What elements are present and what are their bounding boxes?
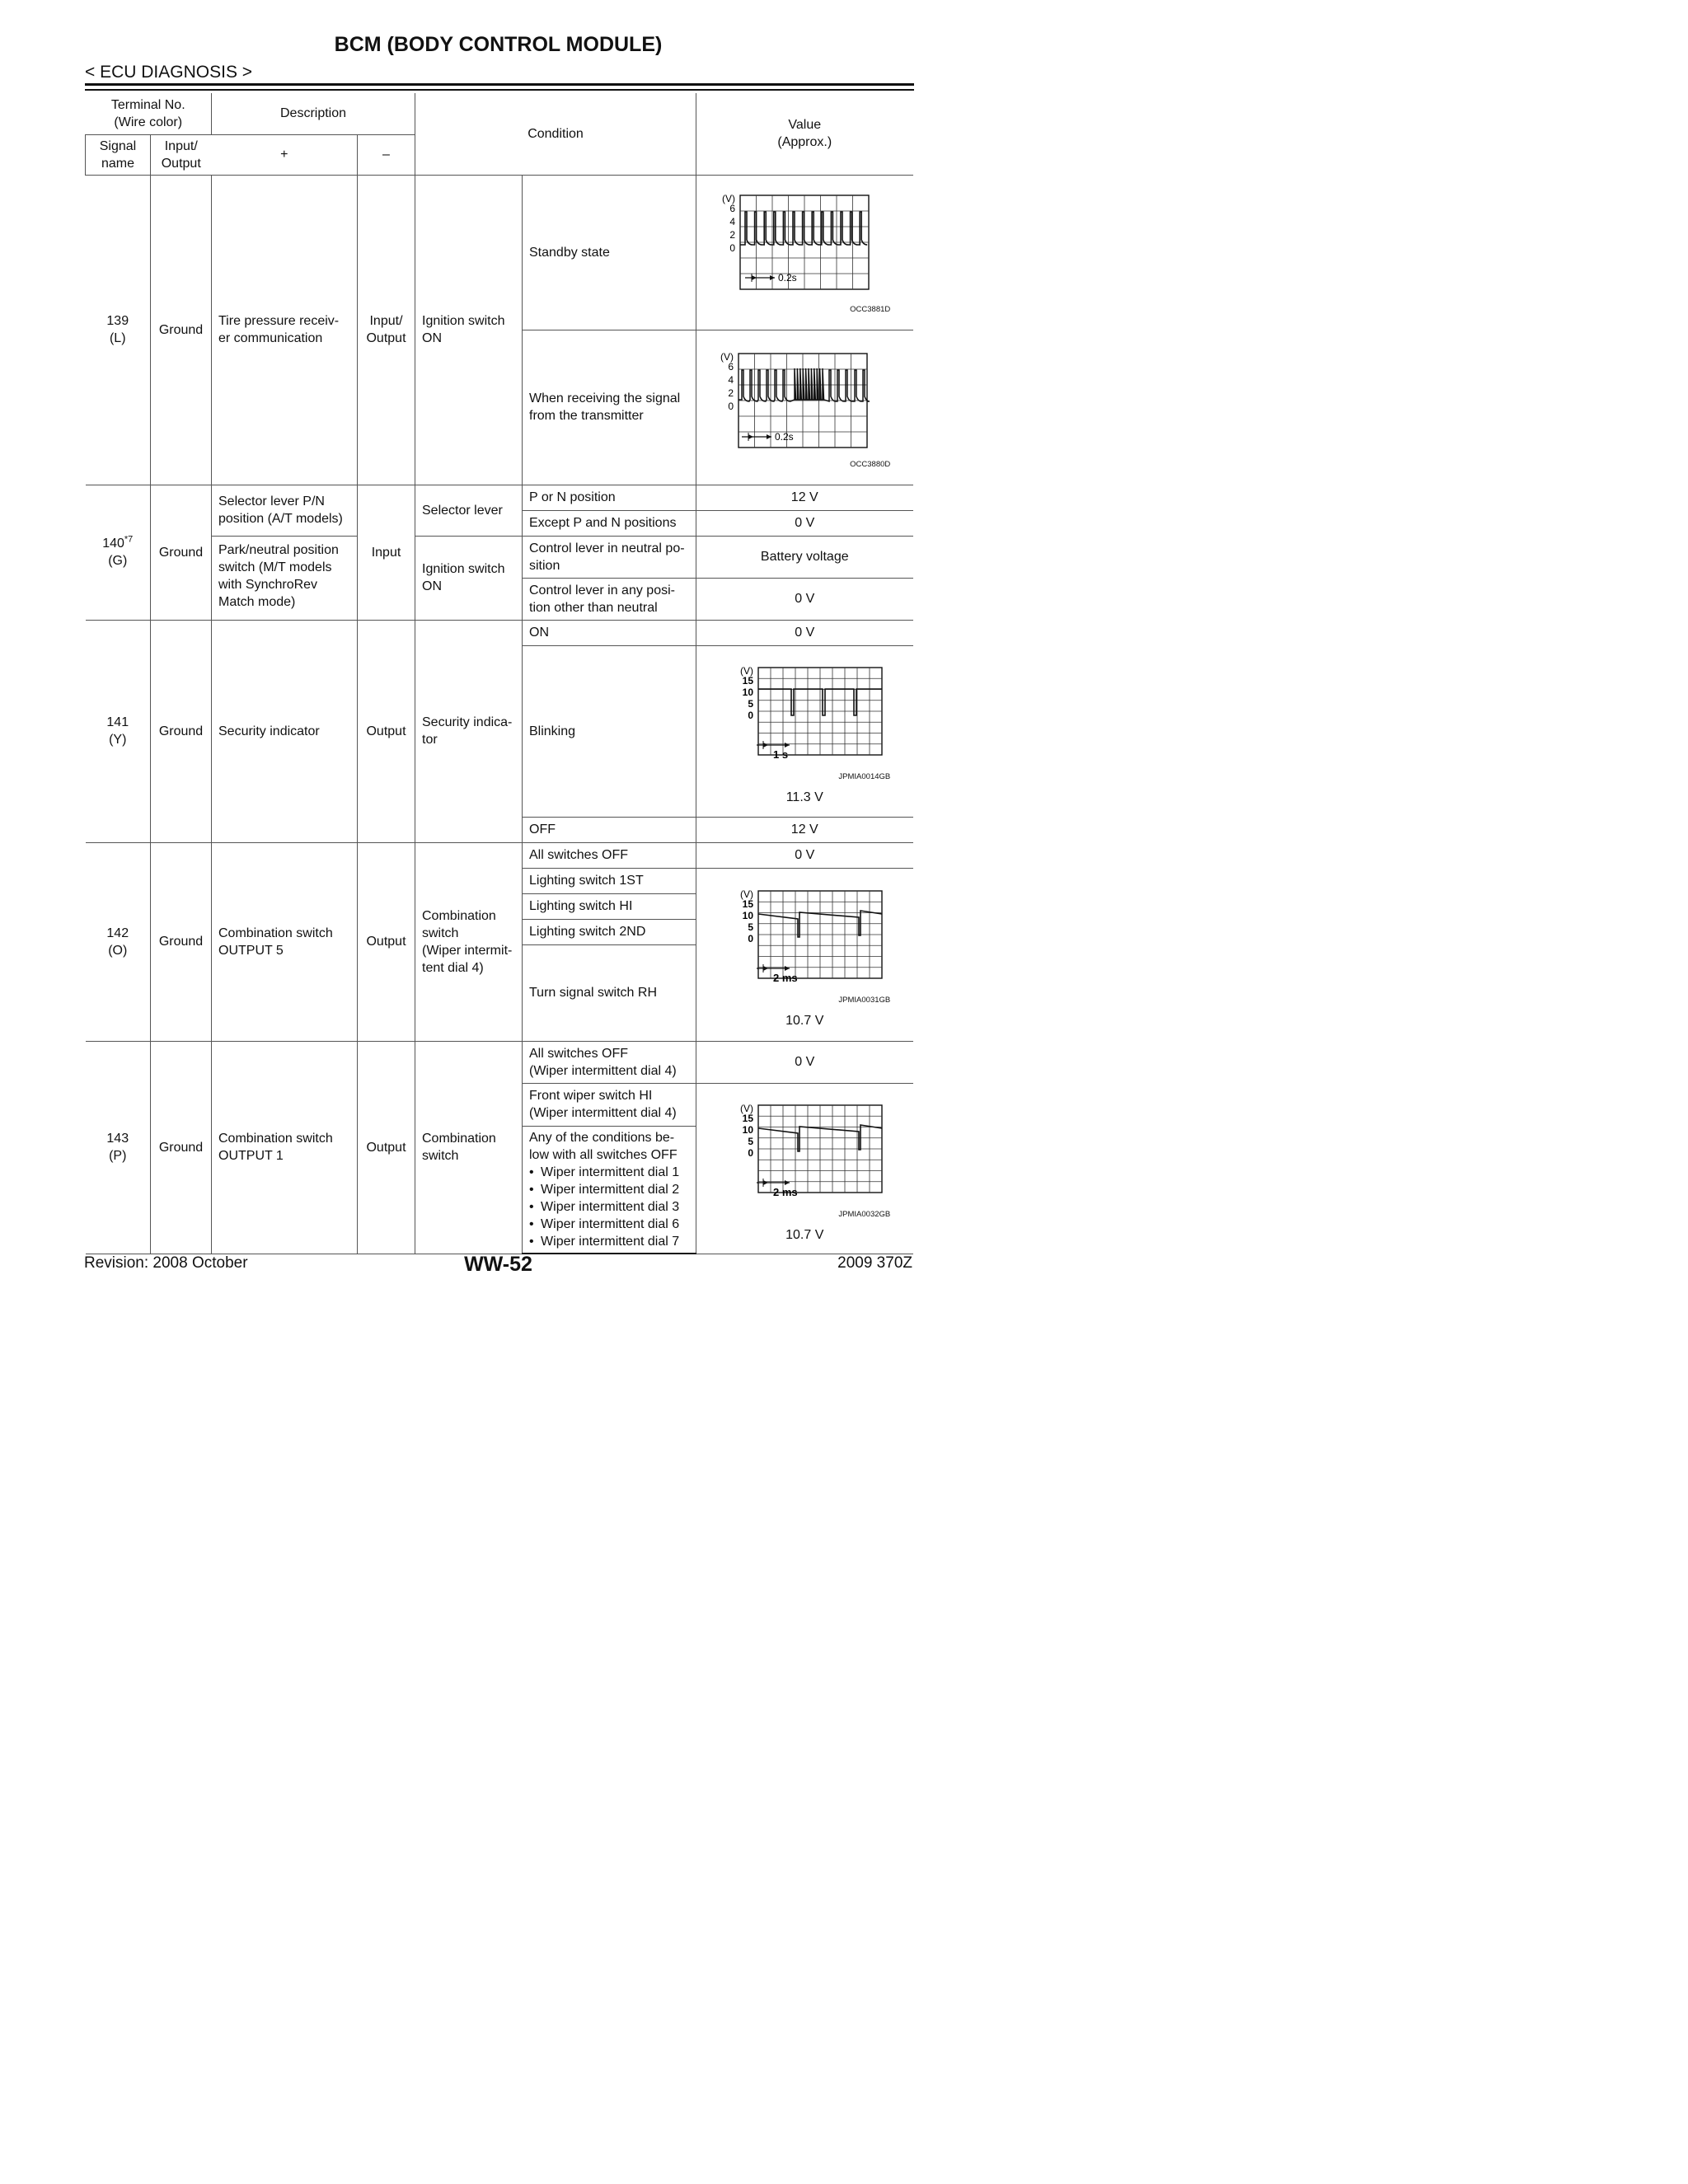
waveform-143	[717, 1094, 892, 1201]
value-141-off: 12 V	[696, 817, 913, 842]
list-item: • Wiper intermittent dial 1	[529, 1164, 689, 1181]
waveform-142	[717, 879, 892, 987]
table-row	[86, 175, 913, 330]
value-140-except: 0 V	[696, 510, 913, 536]
time-scale-label: 2 ms	[773, 972, 798, 984]
table-row	[86, 485, 913, 510]
time-scale-label: 0.2s	[778, 271, 797, 284]
y-tick-label: 10	[742, 1123, 754, 1136]
waveform-value: 10.7 V	[785, 1227, 824, 1242]
ground-143: Ground	[151, 1041, 212, 1254]
signal-trace	[740, 212, 867, 245]
y-tick-label: 5	[748, 921, 754, 933]
y-tick-label: 4	[728, 373, 734, 386]
header-value: Value (Approx.)	[696, 93, 913, 175]
y-tick-label: 0	[729, 241, 736, 254]
footer-revision: Revision: 2008 October	[84, 1254, 248, 1272]
value-142-all-off: 0 V	[696, 842, 913, 868]
io-143: Output	[358, 1041, 415, 1254]
condition-142: Combination switch (Wiper intermit- tent dial 4)	[415, 842, 523, 1041]
table-row	[86, 842, 913, 868]
terminal-139: 139 (L)	[86, 175, 151, 485]
subcond-140-other: Control lever in any posi- tion other than neutral	[523, 578, 696, 620]
footer-page-number: WW-52	[464, 1253, 532, 1276]
subcond-142-hi: Lighting switch HI	[523, 893, 696, 919]
time-scale-arrow	[785, 1180, 790, 1185]
list-item: • Wiper intermittent dial 3	[529, 1198, 689, 1216]
value-140-neutral: Battery voltage	[696, 536, 913, 578]
terminal-140-note: *7	[124, 534, 134, 545]
axis-unit: (V)	[740, 888, 754, 900]
value-139-standby	[696, 175, 913, 330]
time-scale-label: 0.2s	[775, 430, 794, 443]
y-tick-label: 10	[742, 687, 754, 698]
y-tick-label: 0	[728, 400, 734, 412]
header-condition: Condition	[415, 93, 696, 175]
value-139-receiving	[696, 330, 913, 485]
y-tick-label: 10	[742, 910, 754, 921]
figure-code: OCC3881D	[850, 304, 891, 314]
ground-142: Ground	[151, 842, 212, 1041]
io-142: Output	[358, 842, 415, 1041]
condition-141: Security indica- tor	[415, 620, 523, 842]
y-tick-label: 5	[748, 698, 754, 710]
figure-code: JPMIA0031GB	[838, 996, 891, 1005]
subcond-142-all-off: All switches OFF	[523, 842, 696, 868]
value-142-wave	[696, 868, 913, 1041]
subcond-143-any-label: Any of the conditions be- low with all switches OFF	[529, 1130, 678, 1162]
list-item: • Wiper intermittent dial 2	[529, 1181, 689, 1198]
waveform-139-standby	[717, 187, 892, 296]
terminal-141: 141 (Y)	[86, 620, 151, 842]
value-141-blinking	[696, 645, 913, 817]
time-scale-label: 1 s	[773, 748, 789, 761]
time-scale-arrow	[748, 434, 753, 439]
y-tick-label: 15	[742, 898, 754, 910]
header-plus: +	[212, 134, 358, 175]
axis-unit: (V)	[740, 1102, 754, 1114]
subcond-141-off: OFF	[523, 817, 696, 842]
y-tick-label: 15	[742, 1112, 754, 1124]
time-scale-arrow	[763, 1180, 768, 1185]
waveform-139-receiving	[717, 342, 892, 451]
y-tick-label: 2	[729, 228, 736, 241]
y-tick-label: 2	[728, 387, 734, 399]
terminal-140-color: (G)	[108, 554, 128, 568]
footer-model: 2009 370Z	[837, 1254, 912, 1272]
figure-code: JPMIA0014GB	[838, 772, 891, 781]
subcond-140-except: Except P and N positions	[523, 510, 696, 536]
subcond-143-list	[529, 1164, 689, 1250]
signal-143: Combination switch OUTPUT 1	[212, 1041, 358, 1254]
y-tick-label: 6	[728, 360, 734, 373]
ground-141: Ground	[151, 620, 212, 842]
subcond-140-pn: P or N position	[523, 485, 696, 510]
subcond-143-any	[523, 1126, 696, 1254]
ground-139: Ground	[151, 175, 212, 485]
table-row	[86, 620, 913, 645]
figure-code: JPMIA0032GB	[838, 1209, 891, 1219]
terminal-140	[86, 485, 151, 620]
list-item: • Wiper intermittent dial 6	[529, 1216, 689, 1233]
condition-143: Combination switch	[415, 1041, 523, 1254]
axis-unit: (V)	[740, 665, 754, 677]
time-scale-arrow	[785, 743, 790, 748]
value-143-all-off: 0 V	[696, 1041, 913, 1083]
y-tick-label: 5	[748, 1135, 754, 1147]
header-minus: –	[358, 134, 415, 175]
terminal-table	[85, 93, 913, 1254]
header-rule-thin	[85, 89, 914, 91]
signal-141: Security indicator	[212, 620, 358, 842]
subcond-139-standby: Standby state	[523, 175, 696, 330]
value-140-other: 0 V	[696, 578, 913, 620]
time-scale-label: 2 ms	[773, 1185, 798, 1198]
header-rule	[85, 83, 914, 86]
condition-140-ignition: Ignition switch ON	[415, 536, 523, 620]
value-140-pn: 12 V	[696, 485, 913, 510]
signal-139: Tire pressure receiv- er communication	[212, 175, 358, 485]
y-tick-label: 6	[729, 202, 736, 214]
header-input-output: Input/ Output	[151, 134, 212, 175]
subcond-139-receiving: When receiving the signal from the transmitter	[523, 330, 696, 485]
axis-unit: (V)	[720, 350, 734, 363]
table-row	[86, 1041, 913, 1083]
y-tick-label: 0	[748, 1146, 754, 1159]
y-tick-label: 0	[748, 710, 754, 721]
figure-code: OCC3880D	[850, 459, 891, 469]
axis-unit: (V)	[722, 192, 736, 204]
time-scale-arrow	[763, 966, 768, 971]
subcond-143-all-off: All switches OFF (Wiper intermittent dial 4)	[523, 1041, 696, 1083]
terminal-142: 142 (O)	[86, 842, 151, 1041]
io-141: Output	[358, 620, 415, 842]
subcond-141-on: ON	[523, 620, 696, 645]
subcond-142-1st: Lighting switch 1ST	[523, 868, 696, 893]
list-item: • Wiper intermittent dial 7	[529, 1233, 689, 1250]
value-141-on: 0 V	[696, 620, 913, 645]
header-description: Description	[212, 93, 415, 134]
subcond-142-turn-rh: Turn signal switch RH	[523, 944, 696, 1041]
io-139: Input/ Output	[358, 175, 415, 485]
y-tick-label: 15	[742, 675, 754, 687]
condition-140-selector: Selector lever	[415, 485, 523, 536]
time-scale-arrow	[752, 275, 757, 280]
time-scale-arrow	[785, 966, 790, 971]
page-title: BCM (BODY CONTROL MODULE)	[334, 33, 663, 56]
signal-140-mt: Park/neutral position switch (M/T models with SynchroRev Match mode)	[212, 536, 358, 620]
signal-142: Combination switch OUTPUT 5	[212, 842, 358, 1041]
header-signal-name: Signal name	[86, 134, 151, 175]
terminal-143: 143 (P)	[86, 1041, 151, 1254]
terminal-140-number: 140	[102, 537, 124, 551]
subcond-143-front-hi: Front wiper switch HI (Wiper intermittent dial 4)	[523, 1083, 696, 1126]
header-terminal: Terminal No. (Wire color)	[86, 93, 212, 134]
value-143-wave	[696, 1083, 913, 1254]
subcond-142-2nd: Lighting switch 2ND	[523, 919, 696, 944]
signal-140-at: Selector lever P/N position (A/T models)	[212, 485, 358, 536]
waveform-141-blinking	[717, 656, 892, 763]
waveform-value: 10.7 V	[785, 1014, 824, 1028]
time-scale-arrow	[763, 743, 768, 748]
condition-139: Ignition switch ON	[415, 175, 523, 485]
subcond-141-blinking: Blinking	[523, 645, 696, 817]
y-tick-label: 4	[729, 215, 736, 227]
ground-140: Ground	[151, 485, 212, 620]
io-140: Input	[358, 485, 415, 620]
breadcrumb: < ECU DIAGNOSIS >	[85, 63, 253, 82]
waveform-value: 11.3 V	[785, 790, 823, 804]
subcond-140-neutral: Control lever in neutral po- sition	[523, 536, 696, 578]
y-tick-label: 0	[748, 933, 754, 944]
